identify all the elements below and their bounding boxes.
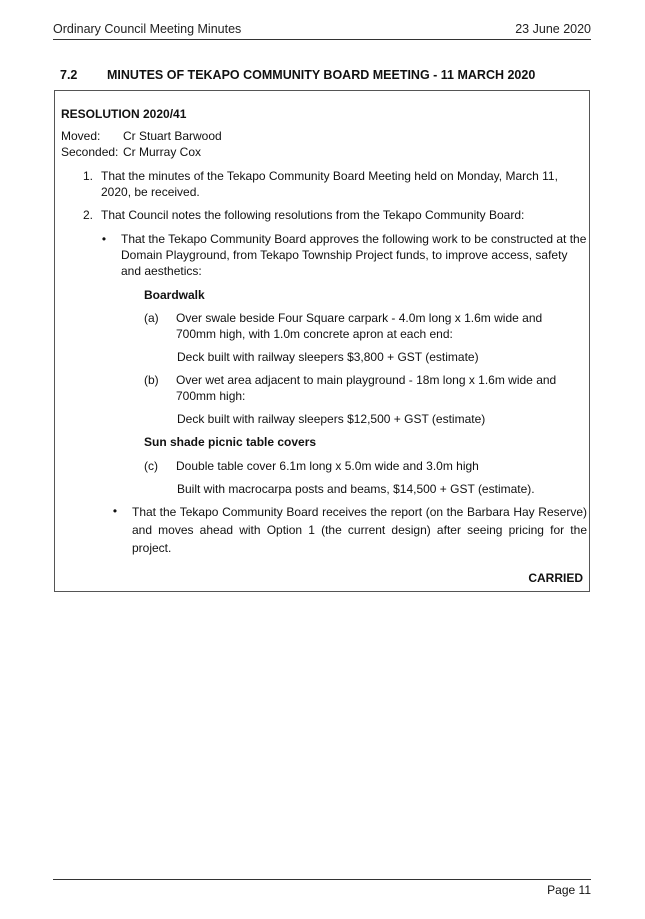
sub-item-text: Double table cover 6.1m long x 5.0m wide and 3.0m high <box>176 459 479 473</box>
resolution-box <box>54 90 590 592</box>
document-date: 23 June 2020 <box>515 22 591 36</box>
sub-item-text: Over wet area adjacent to main playground - 18m long x 1.6m wide and 700mm high: <box>176 373 557 403</box>
footer-divider <box>53 879 591 880</box>
header-divider <box>53 39 591 40</box>
sub-item-label: (c) <box>144 459 158 473</box>
bullet-item: That the Tekapo Community Board receives the report (on the Barbara Hay Reserve) and moves ahead with Option 1 (the current design) after seeing pricing for the project. <box>132 505 587 555</box>
bullet-item: That the Tekapo Community Board approves the following work to be constructed at the Domain Playground, from Tekapo Township Project funds, to improve access, safety and aesthetics: <box>121 232 587 278</box>
sub-item-label: (a) <box>144 311 159 325</box>
document-title: Ordinary Council Meeting Minutes <box>53 22 242 36</box>
seconded-label: Seconded: <box>61 145 119 159</box>
boardwalk-heading: Boardwalk <box>144 288 205 302</box>
seconded-value: Cr Murray Cox <box>123 145 202 159</box>
carried-status: CARRIED <box>528 571 583 585</box>
list-item: That the minutes of the Tekapo Community Board Meeting held on Monday, March 11, 2020, be received. <box>101 169 558 199</box>
section-title: MINUTES OF TEKAPO COMMUNITY BOARD MEETING - 11 MARCH 2020 <box>107 68 536 82</box>
moved-row <box>61 128 222 144</box>
bullet-marker: • <box>101 232 107 246</box>
list-number: 1. <box>82 169 93 183</box>
sub-item-label: (b) <box>144 373 159 387</box>
section-number: 7.2 <box>60 68 78 82</box>
sunshade-heading: Sun shade picnic table covers <box>144 435 317 449</box>
page-header <box>53 22 591 36</box>
resolution-title: RESOLUTION 2020/41 <box>61 107 187 121</box>
moved-value: Cr Stuart Barwood <box>123 129 222 143</box>
sub-item-cost: Deck built with railway sleepers $3,800 + GST (estimate) <box>177 350 479 364</box>
page-number: Page 11 <box>547 883 591 897</box>
list-item: That Council notes the following resolutions from the Tekapo Community Board: <box>101 208 525 222</box>
bullet-marker: • <box>112 504 118 518</box>
sub-item-cost: Deck built with railway sleepers $12,500 + GST (estimate) <box>177 412 486 426</box>
section-heading <box>60 68 535 82</box>
list-number: 2. <box>82 208 93 222</box>
sub-item-text: Over swale beside Four Square carpark - 4.0m long x 1.6m wide and 700mm high, with 1.0m concrete apron at each end: <box>176 311 543 341</box>
moved-label: Moved: <box>61 129 101 143</box>
sub-item-cost: Built with macrocarpa posts and beams, $14,500 + GST (estimate). <box>177 482 535 496</box>
seconded-row <box>61 144 201 160</box>
